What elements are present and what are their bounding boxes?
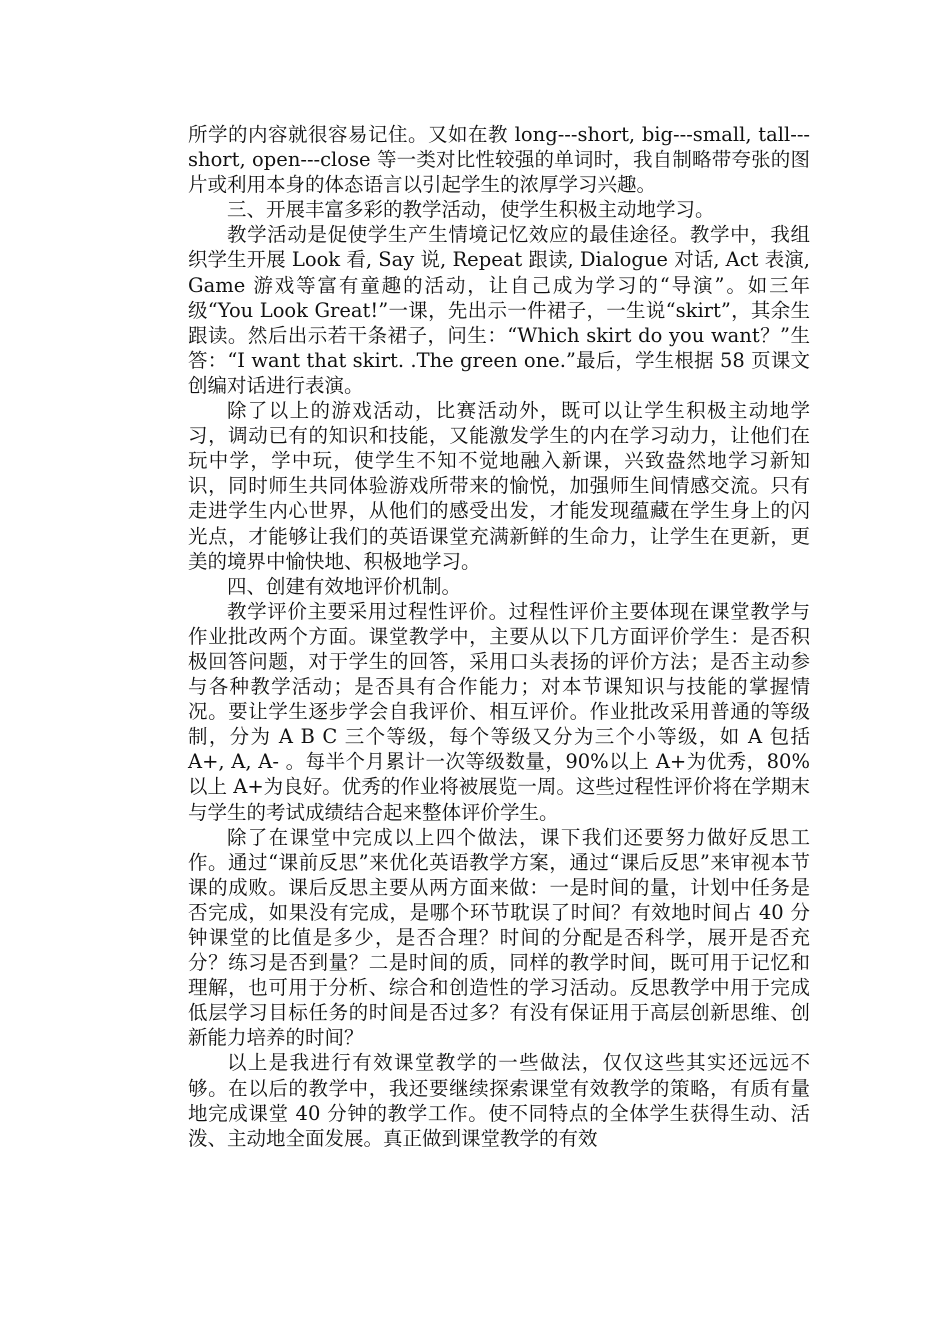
paragraph-8: 以上是我进行有效课堂教学的一些做法，仅仅这些其实还远远不够。在以后的教学中，我还要继续探索课堂有效教学的策略，有质有量地完成课堂 40 分钟的教学工作。使不同特点的全体学生获得生动、活泼、主动地全面发展。真正做到课堂教学的有效 [188,1051,810,1150]
document-page [188,122,810,1151]
section-heading-4: 四、创建有效地评价机制。 [227,574,462,598]
section-heading-3: 三、开展丰富多彩的教学活动，使学生积极主动地学习。 [227,198,715,222]
paragraph-4: 除了以上的游戏活动，比赛活动外，既可以让学生积极主动地学习，调动已有的知识和技能，又能激发学生的内在学习动力，让他们在玩中学，学中玩，使学生不知不觉地融入新课，兴致盎然地学习新知识，同时师生共同体验游戏所带来的愉悦，加强师生间情感交流。只有走进学生内心世界，从他们的感受出发，才能发现蕴藏在学生身上的闪光点，才能够让我们的英语课堂充满新鲜的生命力，让学生在更新，更美的境界中愉快地、积极地学习。 [188,399,810,573]
paragraph-6: 教学评价主要采用过程性评价。过程性评价主要体现在课堂教学与作业批改两个方面。课堂教学中，主要从以下几方面评价学生：是否积极回答问题，对于学生的回答，采用口头表扬的评价方法；是否主动参与各种教学活动；是否具有合作能力；对本节课知识与技能的掌握情况。要让学生逐步学会自我评价、相互评价。作业批改采用普通的等级制，分为 A B C 三个等级，每个等级又分为三个小等级，如 A 包括 A+, A, A- 。每半个月累计一次等级数量，90%以上 A+为优秀，80%以上 A+为良好。优秀的作业将被展览一周。这些过程性评价将在学期末与学生的考试成绩结合起来整体评价学生。 [188,599,810,824]
paragraph-1: 所学的内容就很容易记住。又如在教 long---short, big---small, tall---short, open---close 等一类对比性较强的单词时，我自制略带夸张的图片或利用本身的体态语言以引起学生的浓厚学习兴趣。 [188,123,810,197]
paragraph-7: 除了在课堂中完成以上四个做法，课下我们还要努力做好反思工作。通过“课前反思”来优化英语教学方案，通过“课后反思”来审视本节课的成败。课后反思主要从两方面来做：一是时间的量，计划中任务是否完成，如果没有完成，是哪个环节耽误了时间？有效地时间占 40 分钟课堂的比值是多少，是否合理？时间的分配是否科学，展开是否充分？练习是否到量？二是时间的质，同样的教学时间，既可用于记忆和理解，也可用于分析、综合和创造性的学习活动。反思教学中用于完成低层学习目标任务的时间是否过多？有没有保证用于高层创新思维、创新能力培养的时间？ [188,825,810,1050]
paragraph-3: 教学活动是促使学生产生情境记忆效应的最佳途径。教学中，我组织学生开展 Look 看, Say 说, Repeat 跟读, Dialogue 对话, Act 表演, Game 游戏等富有童趣的活动，让自己成为学习的“导演”。如三年级“You Look Great!”一课，先出示一件裙子，一生说“skirt”，其余生跟读。然后出示若干条裙子，问生：“Which skirt do you want？”生答：“I want that skirt. .The green one.”最后，学生根据 58 页课文创编对话进行表演。 [188,223,810,397]
